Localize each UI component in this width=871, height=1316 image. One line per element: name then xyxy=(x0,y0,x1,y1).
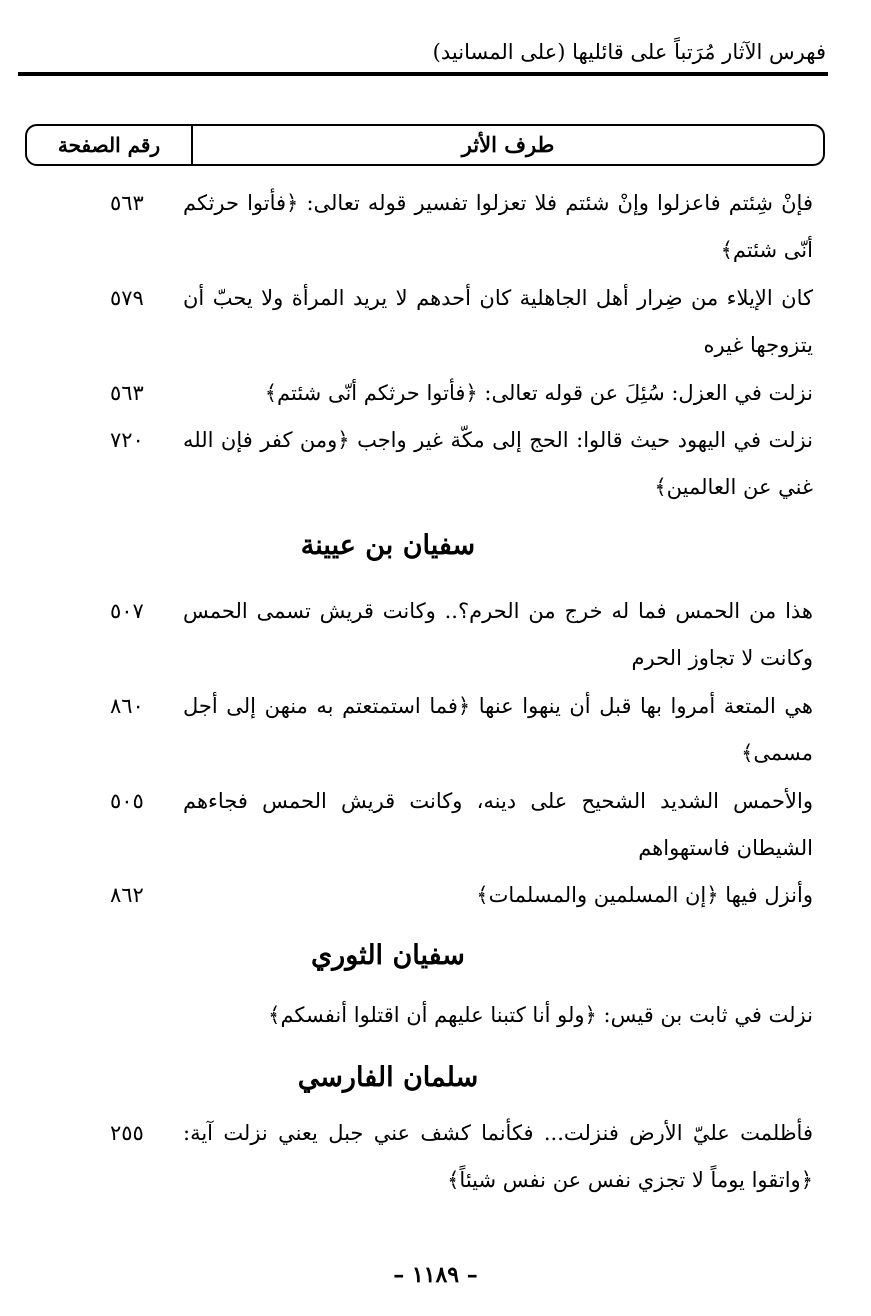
entry-text: نزلت في العزل: سُئِلَ عن قوله تعالى: ﴿فأتوا حرثكم أنّى شئتم﴾ xyxy=(264,381,813,405)
section-heading xyxy=(0,1062,871,1093)
column-header-page: رقم الصفحة xyxy=(27,126,193,164)
entry-text: نزلت في ثابت بن قيس: ﴿ولو أنا كتبنا عليهم أن اقتلوا أنفسكم﴾ xyxy=(268,1003,813,1027)
entry-page-number: ٥٦٣ xyxy=(110,191,144,215)
entry-page-number: ٥٠٥ xyxy=(110,789,144,813)
entry-text: نزلت في اليهود حيث قالوا: الحج إلى مكّة غير واجب ﴿ومن كفر فإن الله غني عن العالمين﴾ xyxy=(183,428,813,499)
entry-page-number: ٨٦٠ xyxy=(110,694,144,718)
entry-page-number: ٢٥٥ xyxy=(110,1121,144,1145)
entry-text: فأظلمت عليّ الأرض فنزلت... فكأنما كشف عني جبل يعني نزلت آية: ﴿واتقوا يوماً لا تجزي نفس عن نفس شيئاً﴾ xyxy=(183,1121,813,1192)
column-header-text: طرف الأثر xyxy=(461,132,555,157)
header-rule xyxy=(18,72,828,76)
entry-page-number: ٧٢٠ xyxy=(110,428,144,452)
page-number: – ١١٨٩ – xyxy=(393,1262,478,1288)
section-heading xyxy=(0,940,871,971)
entry-text: هي المتعة أمروا بها قبل أن ينهوا عنها ﴿فما استمتعتم به منهن إلى أجل مسمى﴾ xyxy=(183,694,813,765)
entry-page-number: ٥٧٩ xyxy=(110,286,144,310)
running-title: فهرس الآثار مُرَتباً على قائليها (على المسانيد) xyxy=(432,40,826,64)
section-heading-text: سلمان الفارسي xyxy=(297,1062,479,1093)
entry-text: هذا من الحمس فما له خرج من الحرم؟.. وكانت قريش تسمى الحمس وكانت لا تجاوز الحرم xyxy=(183,599,813,670)
entry-page-number: ٨٦٢ xyxy=(110,883,144,907)
entry-text: وأنزل فيها ﴿إن المسلمين والمسلمات﴾ xyxy=(476,883,813,907)
entry-text: كان الإيلاء من ضِرار أهل الجاهلية كان أحدهم لا يريد المرأة ولا يحبّ أن يتزوجها غيره xyxy=(183,286,813,357)
table-header xyxy=(25,124,825,166)
entry-text: والأحمس الشديد الشحيح على دينه، وكانت قريش الحمس فجاءهم الشيطان فاستهواهم xyxy=(183,789,813,860)
section-heading-text: سفيان الثوري xyxy=(311,940,465,971)
section-heading-text: سفيان بن عيينة xyxy=(300,530,476,561)
entry-page-number: ٥٦٣ xyxy=(110,381,144,405)
section-heading xyxy=(0,530,871,561)
entry-text: فإنْ شِئتم فاعزلوا وإنْ شئتم فلا تعزلوا تفسير قوله تعالى: ﴿فأتوا حرثكم أنّى شئتم﴾ xyxy=(183,191,813,262)
entry-page-number: ٥٠٧ xyxy=(110,599,144,623)
